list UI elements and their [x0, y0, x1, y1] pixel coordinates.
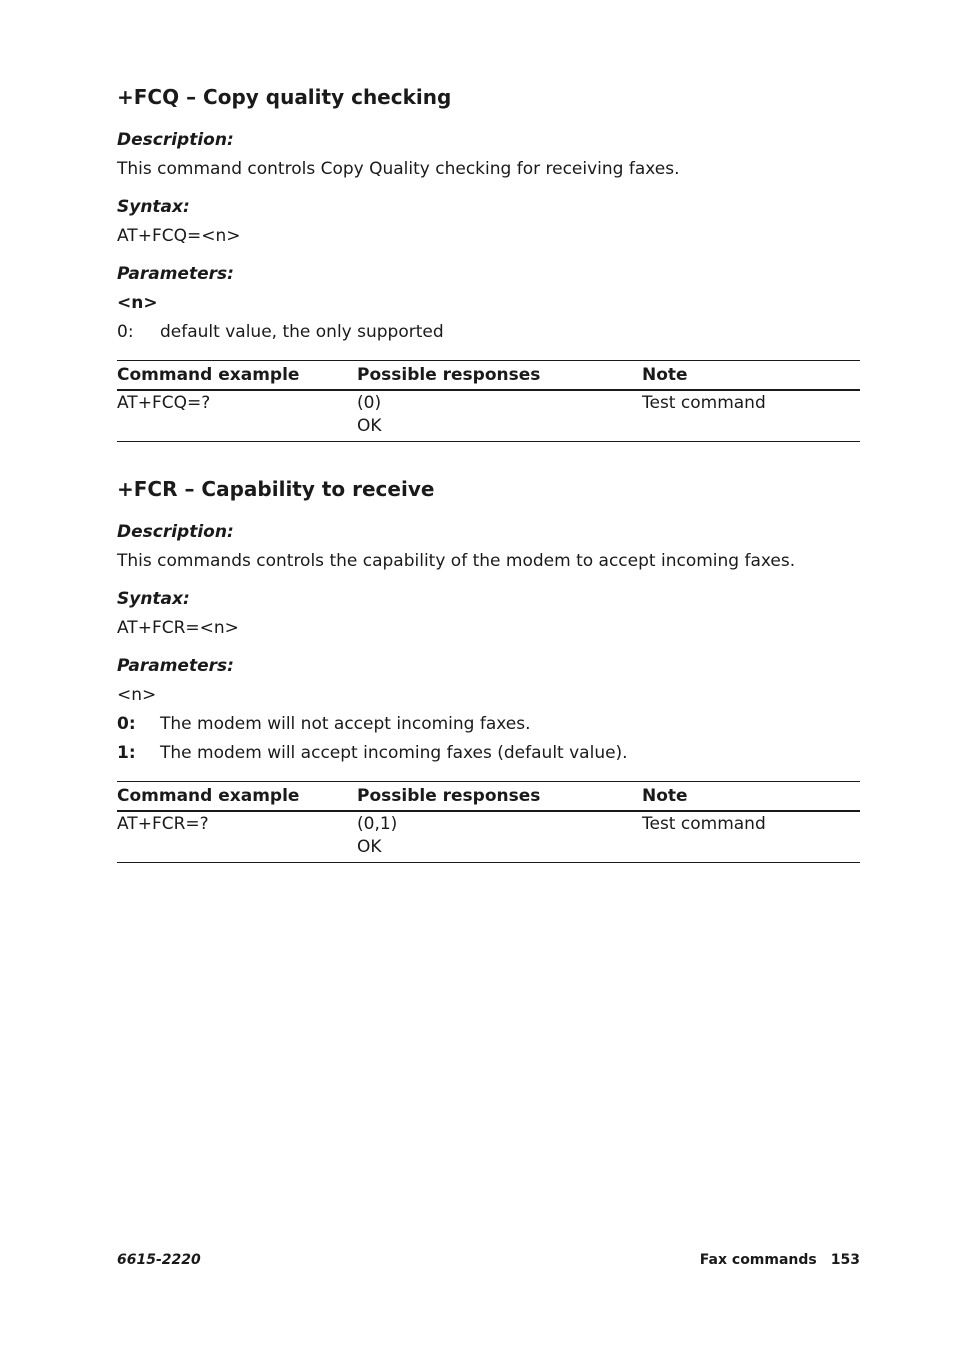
header-note: Note — [642, 361, 860, 391]
response-line: (0,1) — [357, 814, 398, 834]
parameters-label: Parameters: — [117, 264, 234, 284]
param-text: The modem will not accept incoming faxes. — [160, 714, 531, 734]
header-possible-responses: Possible responses — [357, 782, 642, 812]
doc-number: 6615-2220 — [117, 1252, 201, 1268]
cell-note: Test command — [642, 390, 860, 442]
table-row — [117, 811, 860, 863]
section-title: +FCQ – Copy quality checking — [117, 85, 452, 109]
header-command-example: Command example — [117, 782, 357, 812]
param-text: default value, the only supported — [160, 322, 444, 342]
param-name: <n> — [117, 685, 157, 705]
param-code: 0: — [117, 714, 136, 734]
syntax-text: AT+FCQ=<n> — [117, 226, 241, 246]
page-footer — [117, 1250, 860, 1270]
cell-responses — [357, 390, 642, 442]
chapter-name: Fax commands — [699, 1252, 817, 1268]
cell-command: AT+FCQ=? — [117, 390, 357, 442]
param-code: 1: — [117, 743, 136, 763]
cell-note: Test command — [642, 811, 860, 863]
footer-right — [700, 1250, 860, 1270]
description-label: Description: — [117, 522, 234, 542]
cell-command: AT+FCR=? — [117, 811, 357, 863]
header-command-example: Command example — [117, 361, 357, 391]
param-name: <n> — [117, 293, 158, 313]
header-note: Note — [642, 782, 860, 812]
response-line: OK — [357, 837, 382, 857]
header-possible-responses: Possible responses — [357, 361, 642, 391]
section-title: +FCR – Capability to receive — [117, 477, 435, 501]
param-item — [117, 712, 860, 736]
syntax-label: Syntax: — [117, 589, 190, 609]
param-item — [117, 741, 860, 765]
parameters-label: Parameters: — [117, 656, 234, 676]
section-fcr — [117, 476, 860, 863]
response-line: (0) — [357, 393, 382, 413]
page-number: 153 — [830, 1252, 860, 1268]
syntax-text: AT+FCR=<n> — [117, 618, 239, 638]
table-header-row — [117, 361, 860, 391]
table-row — [117, 390, 860, 442]
command-table — [117, 781, 860, 863]
section-fcq — [117, 84, 860, 442]
description-label: Description: — [117, 130, 234, 150]
response-line: OK — [357, 416, 382, 436]
description-text: This commands controls the capability of the modem to accept incoming faxes. — [117, 551, 796, 571]
param-item — [117, 320, 860, 344]
param-text: The modem will accept incoming faxes (default value). — [160, 743, 628, 763]
param-code: 0: — [117, 322, 134, 342]
description-text: This command controls Copy Quality checking for receiving faxes. — [117, 159, 680, 179]
command-table — [117, 360, 860, 442]
page-content — [117, 84, 860, 897]
table-header-row — [117, 782, 860, 812]
cell-responses — [357, 811, 642, 863]
syntax-label: Syntax: — [117, 197, 190, 217]
